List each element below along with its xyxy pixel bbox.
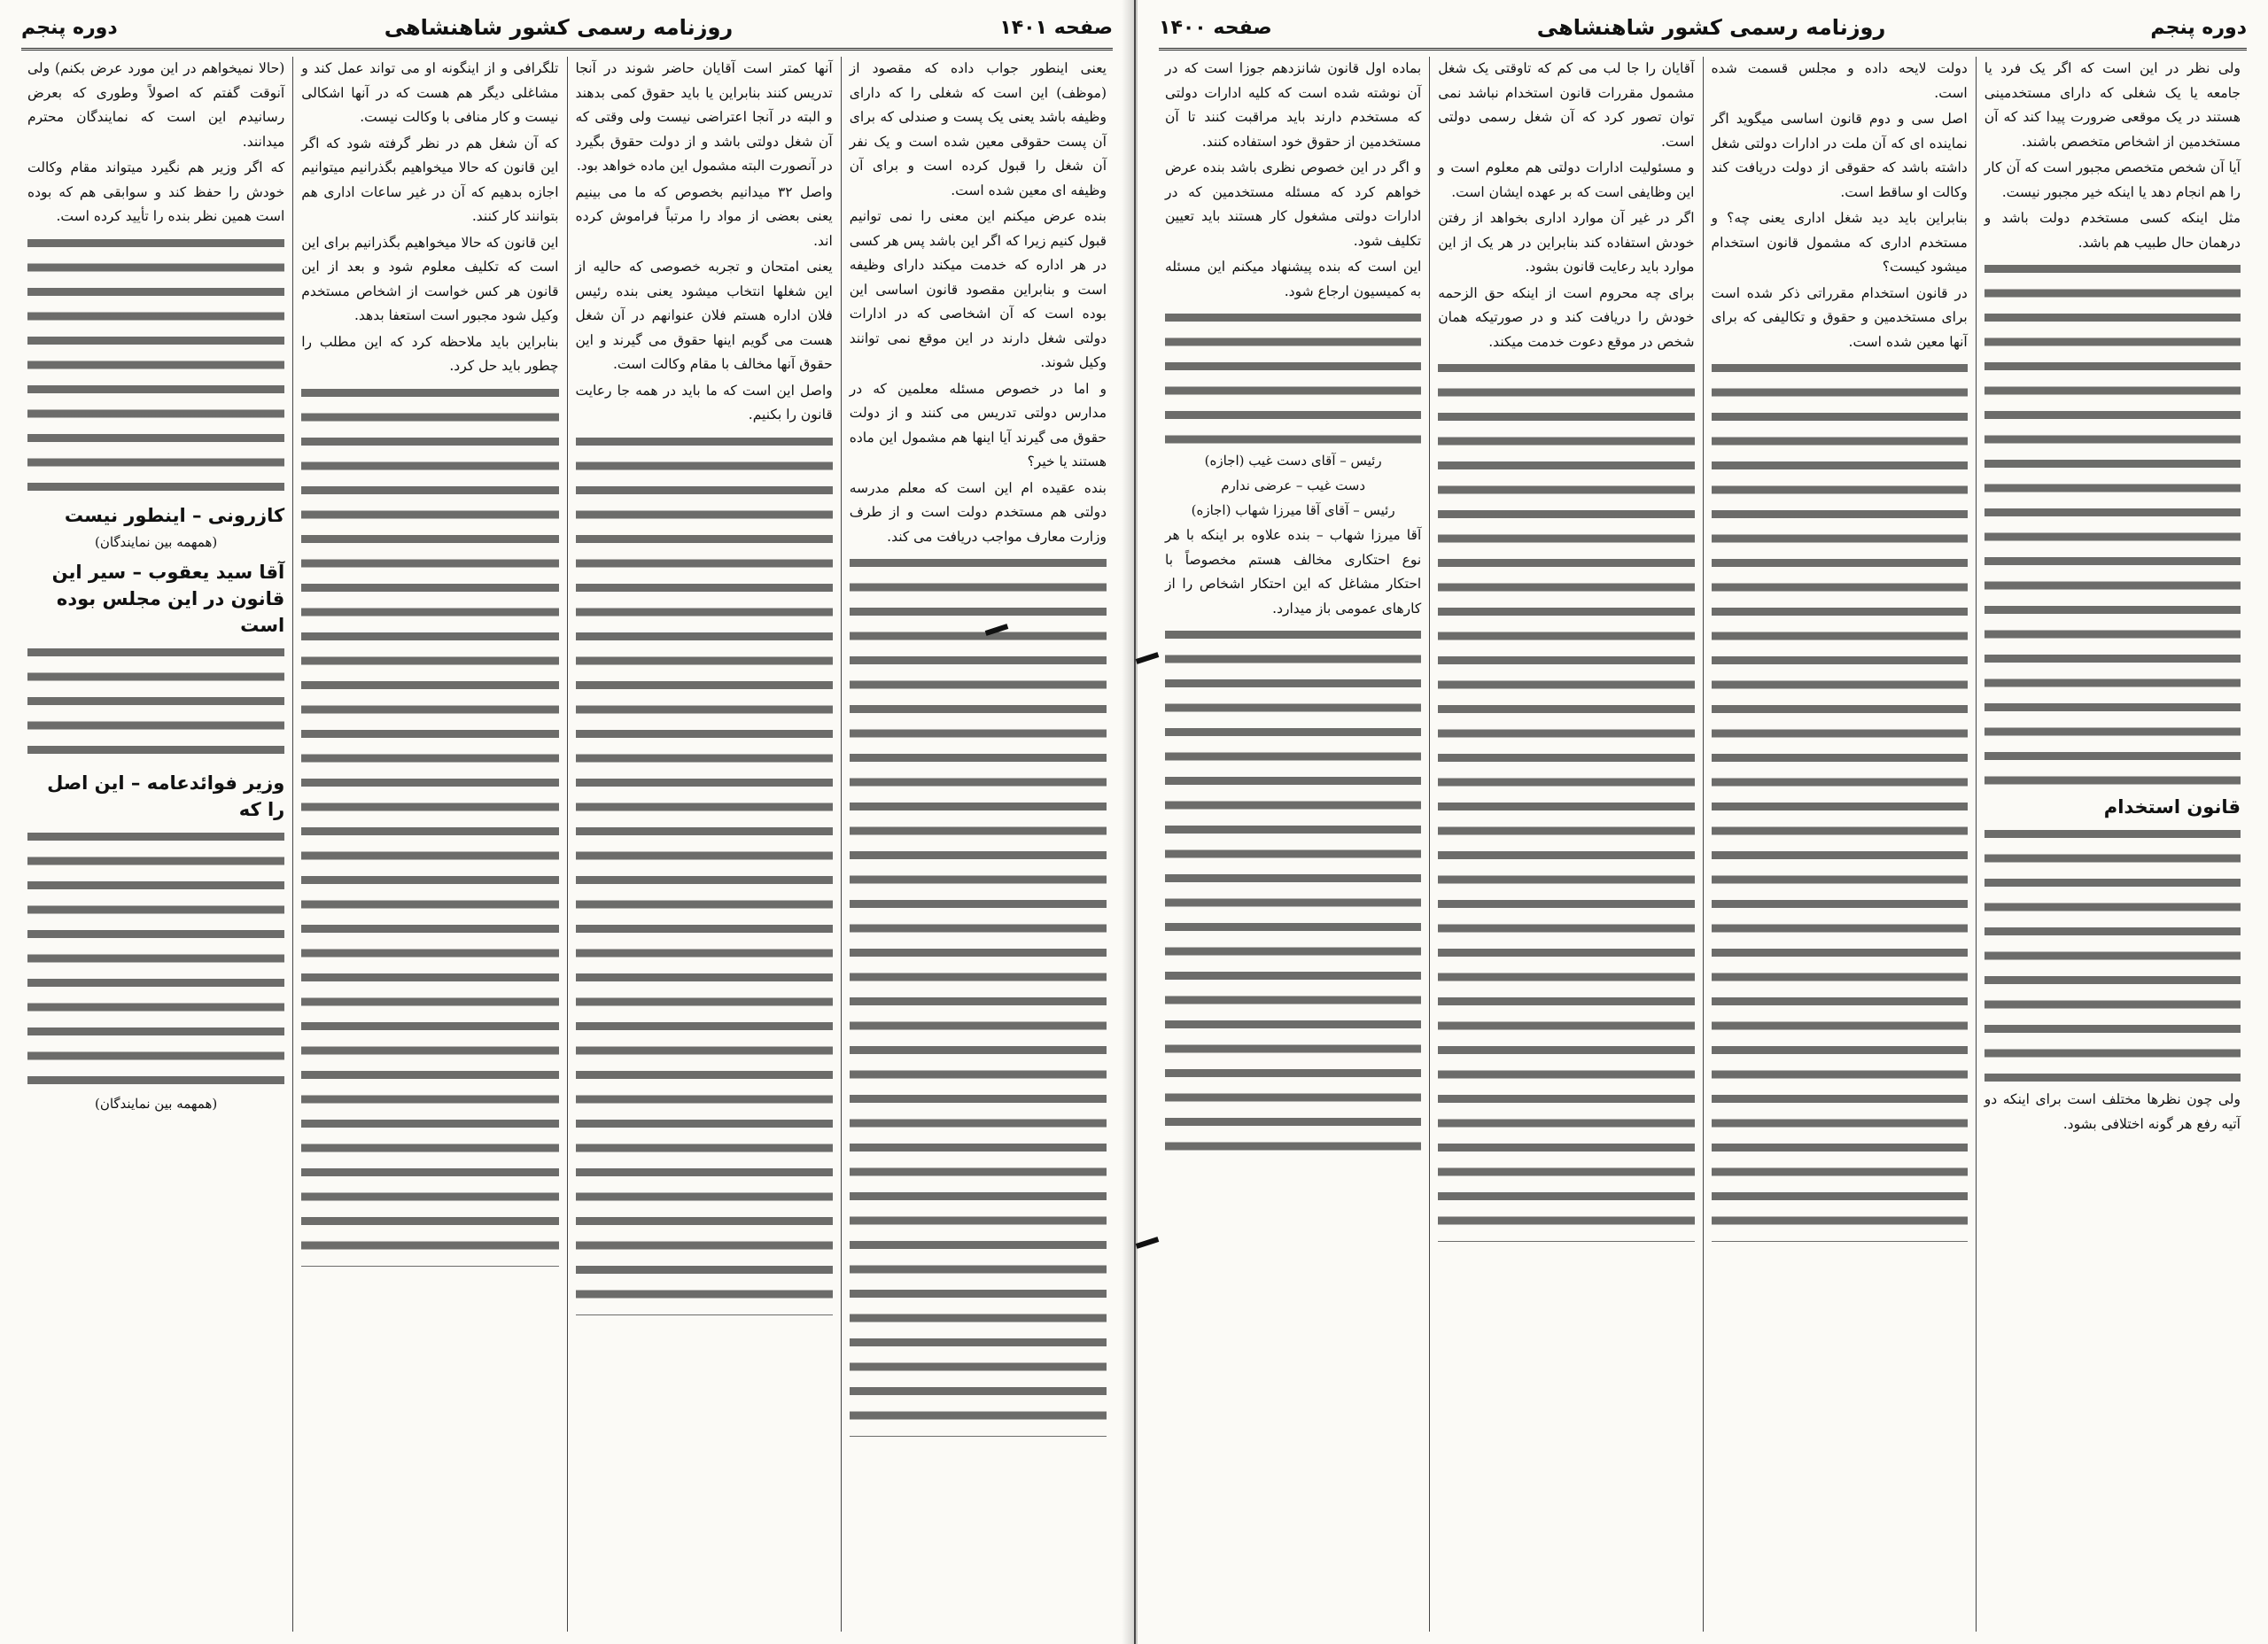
right-page-number: صفحه ۱۴۰۰ bbox=[1159, 16, 1272, 39]
left-column-1 bbox=[841, 57, 1115, 1632]
text-block-continuation bbox=[27, 640, 284, 764]
speaker-heading: آقا سید یعقوب – سیر این قانون در این مجلس بوده است bbox=[51, 561, 285, 636]
text-block-continuation bbox=[1438, 356, 1694, 1242]
paragraph: بنده عرض میکنم این معنی را نمی توانیم قبول کنیم زیرا که اگر این باشد پس هر کسی در هر اداره که خدمت میکند دارای وظیفه است و بنابراین مقصود قانون اساسی این بوده است که آن اشخاصی که در ادارات دولتی شغل دارند در این موقع نمی توانند وکیل شوند. bbox=[849, 208, 1107, 370]
paragraph: بماده اول قانون شانزدهم جوزا است که در آن نوشته شده است که کلیه ادارات دولتی که مستخدم دارند باید مراقبت کنند تا آن مستخدمین از حقوق خود استفاده کنند. bbox=[1165, 60, 1422, 150]
speaker-line: دست غیب – عرضی ندارم bbox=[1221, 477, 1366, 493]
paragraph: تلگرافی و از اینگونه او می تواند عمل کند و مشاغلی دیگر هم هست که در آنها اشکالی نیست و کار منافی با وکالت نیست. bbox=[301, 60, 559, 125]
paragraph: و اما در خصوص مسئله معلمین که در مدارس دولتی تدریس می کنند و از دولت حقوق می گیرند آیا اینها هم مشمول این ماده هستند یا خیر؟ bbox=[849, 380, 1107, 469]
closing-note: (همهمه بین نمایندگان) bbox=[94, 1095, 218, 1112]
paragraph: بنابراین باید دید شغل اداری یعنی چه؟ و مستخدم اداری که مشمول قانون استخدام میشود کیست؟ bbox=[1711, 210, 1968, 275]
paragraph: اگر در غیر آن موارد اداری بخواهد از رفتن خودش استفاده کند بنابراین در هر یک از این موارد باید رعایت قانون بشود. bbox=[1438, 210, 1695, 275]
text-block-continuation bbox=[850, 551, 1107, 1437]
text-block-continuation bbox=[1712, 356, 1968, 1242]
speaker-heading: وزیر فوائدعامه – این اصل را که bbox=[47, 772, 285, 820]
speaker-line: رئیس – آقای دست غیب (اجازه) bbox=[1204, 453, 1382, 469]
paragraph: که اگر وزیر هم نگیرد میتواند مقام وکالت خودش را حفظ کند و سوابقی هم که بوده است همین نظر بنده را تأیید کرده است. bbox=[27, 159, 285, 224]
paragraph: و مسئوليت ادارات دولتی هم معلوم است و این وظایفی است که بر عهده ایشان است. bbox=[1438, 159, 1695, 200]
right-column-4 bbox=[1157, 57, 1429, 1632]
left-columns bbox=[19, 57, 1115, 1632]
text-block-continuation bbox=[1165, 306, 1421, 447]
paragraph: یعنی امتحان و تجربه خصوصی که حالیه از این شغلها انتخاب میشود یعنی بنده رئیس فلان اداره هستم فلان عنوانهم در آن شغل هست می گویم اینها حقوق می گیرند و این حقوق آنها مخالف با مقام وکالت است. bbox=[575, 259, 833, 372]
right-term-label: دوره پنجم bbox=[2150, 16, 2247, 39]
text-block-continuation bbox=[1984, 257, 2241, 788]
text-block-continuation bbox=[1165, 623, 1421, 1154]
left-page-number: صفحه ۱۴۰۱ bbox=[999, 16, 1113, 39]
speaker-heading: کازرونی – اینطور نیست bbox=[64, 504, 285, 526]
text-block-continuation bbox=[576, 430, 833, 1315]
text-block-continuation bbox=[301, 381, 558, 1267]
right-masthead bbox=[1159, 7, 2247, 50]
paragraph: ولی چون نظرها مختلف است برای اینکه دو آتیه رفع هر گونه اختلافی بشود. bbox=[1984, 1091, 2241, 1132]
left-column-2 bbox=[567, 57, 841, 1632]
paragraph: این قانون که حالا میخواهیم بگذرانیم برای این است که تکلیف معلوم شود و بعد از این قانون هر کس خواست از اشخاص مستخدم وکیل شود مجبور است استعفا بدهد. bbox=[301, 234, 559, 323]
paragraph: اصل سی و دوم قانون اساسی میگوید اگر نماینده ای که آن ملت در ادارات دولتی شغل داشته باشد که حقوقی از دولت دریافت کند وکالت او ساقط است. bbox=[1711, 111, 1968, 200]
paragraph: واصل ۳۲ میدانیم بخصوص که ما می بینیم یعنی بعضی از مواد را مرتباً فراموش کرده اند. bbox=[575, 183, 833, 249]
right-columns bbox=[1157, 57, 2249, 1632]
left-masthead bbox=[21, 7, 1113, 50]
left-column-4 bbox=[19, 57, 292, 1632]
paragraph: بنده عقیده ام این است که معلم مدرسه دولتی هم مستخدم دولت است و از طرف وزارت معارف مواجب دریافت می کند. bbox=[849, 479, 1107, 545]
paragraph: بنابراین باید ملاحظه کرد که این مطلب را چطور باید حل کرد. bbox=[301, 333, 559, 374]
paragraph: در قانون استخدام مقرراتی ذکر شده است برای مستخدمین و حقوق و تکالیفی که برای آنها معین شده است. bbox=[1711, 284, 1968, 350]
right-column-3 bbox=[1429, 57, 1702, 1632]
speaker-note: (همهمه بین نمایندگان) bbox=[94, 533, 218, 550]
paragraph: که آن شغل هم در نظر گرفته شود که اگر این قانون که حالا میخواهیم بگذرانیم میتوانیم اجازه بدهیم که آن در غیر ساعات اداری هم بتوانند کار کنند. bbox=[301, 135, 559, 224]
right-column-1 bbox=[1976, 57, 2249, 1632]
paragraph: یعنی اینطور جواب داده که مقصود از (موظف) این است که شغلی را که دارای وظیفه باشد یعنی یک پست و صندلی که برای آن پست حقوقی معین شده است و یک نفر آن شغل را قبول کرده است و برای آن وظیفه ای معین شده است. bbox=[849, 60, 1107, 198]
paragraph: آقایان را جا لب می کم که تاوقتی یک شغل مشمول مقررات قانون استخدام نباشد نمی توان تصور کرد که آن شغل رسمی دولتی است. bbox=[1438, 60, 1695, 150]
right-page bbox=[1138, 0, 2268, 1644]
left-term-label: دوره پنجم bbox=[21, 16, 118, 39]
section-heading: قانون استخدام bbox=[2103, 796, 2241, 818]
paragraph: ولی نظر در این است که اگر یک فرد یا جامعه یا یک شغلی که دارای مستخدمینی هستند در یک موقعی ضرورت پیدا کند که آن مستخدمین از اشخاص متخصص باشند. bbox=[1984, 60, 2241, 150]
text-block-continuation bbox=[1984, 822, 2241, 1088]
paragraph: برای چه محروم است از اینکه حق الزحمه خودش را دریافت کند و در صورتیکه همان شخص در موقع دعوت خدمت میکند. bbox=[1438, 284, 1695, 350]
paragraph: این است که بنده پیشنهاد میکنم این مسئله به کمیسیون ارجاع شود. bbox=[1165, 259, 1422, 299]
paragraph: و اگر در این خصوص نظری باشد بنده عرض خواهم کرد که مسئله مستخدمین که در ادارات دولتی مشغول کار هستند باید تعیین تکلیف شود. bbox=[1165, 159, 1422, 249]
right-column-2 bbox=[1703, 57, 1976, 1632]
paragraph: آقا میرزا شهاب – بنده علاوه بر اینکه با هر نوع احتکاری مخالف هستم مخصوصاً با احتکار مشاغل که این احتکار اشخاص را از کارهای عمومی باز میدارد. bbox=[1165, 527, 1422, 616]
paragraph: (حالا نمیخواهم در این مورد عرض بکنم) ولی آنوقت گفتم که اصولاً وطوری که بعرض رسانیدم این است که نمایندگان محترم میدانند. bbox=[27, 60, 285, 150]
paragraph: واصل این است که ما باید در همه جا رعایت قانون را بکنیم. bbox=[575, 382, 833, 423]
left-column-3 bbox=[292, 57, 566, 1632]
speaker-line: رئیس – آقای آقا میرزا شهاب (اجازه) bbox=[1191, 502, 1395, 518]
text-block-continuation bbox=[27, 231, 284, 497]
left-newspaper-title: روزنامه رسمی کشور شاهنشاهی bbox=[384, 15, 734, 40]
paragraph: آنها کمتر است آقایان حاضر شوند در آنجا تدریس کنند بنابراین یا باید حقوق کمی بدهند و البته در آنجا اعتراضی نیست ولی وقتی که آن شغل دولتی باشد و از دولت حقوق بگیرد در آنصورت البته مشمول این ماده خواهد بود. bbox=[575, 60, 833, 174]
right-newspaper-title: روزنامه رسمی کشور شاهنشاهی bbox=[1536, 15, 1886, 40]
paragraph: مثل اینکه کسی مستخدم دولت باشد و درهمان حال طبیب هم باشد. bbox=[1984, 210, 2241, 251]
paragraph: دولت لایحه داده و مجلس قسمت شده است. bbox=[1711, 60, 1968, 101]
paragraph: آیا آن شخص متخصص مجبور است که آن کار را هم انجام دهد یا اینکه خیر مجبور نیست. bbox=[1984, 159, 2241, 200]
text-block-continuation bbox=[27, 825, 284, 1090]
